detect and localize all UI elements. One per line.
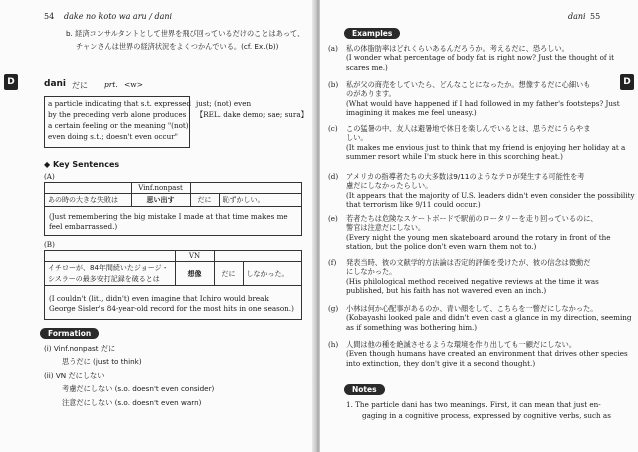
ks-a-translation: (Just remembering the big mistake I made at that time makes me feel embarrassed.): [49, 212, 288, 231]
example-en: (Every night the young men skateboard around the rotary in front of the station, but the police don't even warn them not to.): [346, 232, 611, 252]
note-1-line: gaging in a cognitive process, expressed by cognitive verbs, such as: [362, 411, 611, 420]
key-sentence-a-box: [44, 182, 302, 236]
example-label: (c): [328, 124, 338, 133]
left-page: [0, 0, 316, 452]
example-item: [328, 214, 636, 252]
example-en: (It makes me envious just to think that my friend is enjoying her holiday at a summer resort while I'm stuck here in this scorching heat.): [346, 142, 626, 162]
formation-ii: (ii) VN だにしない: [44, 371, 105, 380]
formation-i: (i) Vinf.nonpast だに: [44, 344, 116, 353]
left-running-title: dake no koto wa aru / dani: [64, 12, 173, 21]
ks-a-cell: 恥ずかしい。: [219, 194, 302, 207]
entry-register: <w>: [124, 80, 143, 89]
entry-pos: prt.: [104, 80, 118, 89]
item-b-line2: チャンさんは世界の経済状況をよくつかんでいる。(cf. Ex.(b)): [76, 42, 279, 51]
ks-b-translation: (I couldn't (lit., didn't) even imagine that Ichiro would break George Sisler's 84-year-old record for the most hits in one season.): [49, 294, 294, 313]
example-jp-cont: のがあります。: [346, 89, 396, 99]
ks-b-header: VN: [175, 251, 214, 262]
example-label: (b): [328, 80, 339, 89]
example-jp-cont: 慮だにしなかったらしい。: [346, 181, 433, 191]
formation-i-example: 思うだに (just to think): [62, 357, 142, 366]
example-label: (a): [328, 44, 338, 53]
example-item: [328, 124, 636, 162]
example-item: [328, 304, 636, 332]
example-label: (d): [328, 172, 339, 181]
example-jp-cont: にしなかった。: [346, 267, 397, 277]
ks-b-cell: 想像: [175, 262, 214, 286]
right-running-title: dani: [568, 12, 586, 21]
example-jp: 私が父の商売をしていたら、どんなことになったか。想像するだに心細いも: [346, 80, 591, 89]
key-sentence-a-table: [44, 182, 302, 207]
notes-heading: Notes: [344, 384, 385, 395]
example-item: [328, 44, 636, 72]
definition-related: 【REL. dake demo; sae; sura】: [196, 110, 308, 119]
example-item: [328, 258, 636, 296]
example-jp: 私の体脂肪率はどれくらいあるんだろうか。考えるだに、恐ろしい。: [346, 44, 569, 53]
example-label: (f): [328, 258, 337, 267]
ks-b-label: (B): [44, 240, 55, 249]
example-jp: 若者たちは危険なスケートボードで駅前のロータリーを走り回っているのに、: [346, 214, 598, 223]
example-en: (His philological method received negative reviews at the time it was published, but his faith has not wavered even an inch.): [346, 276, 599, 296]
definition-line: by the preceding verb alone produces: [48, 110, 187, 119]
ks-a-label: (A): [44, 172, 55, 181]
thumb-tab-d-left: D: [4, 74, 18, 90]
ks-b-cell-line: シスラーの最多安打記録を破るとは: [48, 274, 160, 283]
formation-heading: Formation: [40, 328, 99, 339]
entry-word: dani: [44, 79, 67, 89]
example-en: (Even though humans have created an environment that drives other species into extinction, they don't give it a second thought.): [346, 349, 628, 368]
key-sentences-heading: ◆ Key Sentences: [44, 160, 120, 169]
example-label: (e): [328, 214, 338, 223]
ks-b-cell: だに: [214, 262, 243, 286]
left-page-number: 54: [44, 12, 55, 21]
entry-kana: だに: [72, 81, 88, 90]
formation-ii-example: 注意だにしない (s.o. doesn't even warn): [62, 398, 202, 407]
example-jp-cont: 警官は注意だにしない。: [346, 223, 426, 233]
example-en: (It appears that the majority of U.S. leaders didn't even consider the possibility that terrorism like 9/11 could occur.): [346, 190, 635, 210]
example-item: [328, 340, 636, 368]
formation-ii-example: 考慮だにしない (s.o. doesn't even consider): [62, 384, 215, 393]
definition-line: even doing s.t.; doesn't even occur": [48, 132, 178, 141]
definition-box: [44, 96, 190, 148]
example-jp: この猛暑の中、友人は避暑地で休日を楽しんでいるとは、思うだにうらやま: [346, 124, 591, 133]
definition-line: a particle indicating that s.t. expressed: [48, 99, 192, 108]
key-sentence-b-table: [44, 250, 302, 286]
item-b-line1: b. 経済コンサルタントとして世界を飛び回っているだけのことはあって、: [66, 29, 305, 38]
right-page: [320, 0, 638, 452]
thumb-tab-d-right: D: [620, 74, 634, 90]
example-jp: アメリカの指導者たちの大多数は9/11のようなテロが発生する可能性を考: [346, 172, 585, 181]
example-label: (h): [328, 340, 339, 349]
example-en: (I wonder what percentage of body fat is right now? Just the thought of it scares me.): [346, 53, 615, 72]
ks-a-header: Vinf.nonpast: [131, 183, 190, 194]
example-jp: 小林は何か心配事があるのか、青い顔をして、こちらを一瞥だにしなかった。: [346, 304, 598, 313]
example-jp: 発表当時、彼の文献学的方法論は否定的評価を受けたが、彼の信念は微動だ: [346, 258, 591, 267]
ks-b-cell-subject: [45, 262, 176, 286]
example-en: (What would have happened if I had followed in my father's footsteps? Just imagining it makes me feel uneasy.): [346, 98, 620, 118]
example-item: [328, 80, 636, 118]
example-item: [328, 172, 636, 210]
example-en: (Kobayashi looked pale and didn't even cast a glance in my direction, seeming as if something was bothering him.): [346, 313, 632, 332]
ks-a-cell: だに: [190, 194, 219, 207]
example-label: (g): [328, 304, 339, 313]
example-jp: 人間は他の種を絶滅させるような環境を作り出しても一顧だにしない。: [346, 340, 577, 349]
right-page-number: 55: [590, 12, 601, 21]
definition-gloss: just; (not) even: [196, 99, 252, 108]
note-1-line: 1. The particle dani has two meanings. First, it can mean that just en-: [346, 400, 601, 409]
examples-heading: Examples: [344, 28, 400, 39]
ks-b-cell: しなかった。: [243, 262, 302, 286]
example-jp-cont: しい。: [346, 133, 368, 143]
definition-line: a certain feeling or the meaning "(not): [48, 121, 189, 130]
key-sentence-b-box: [44, 250, 302, 320]
ks-b-cell-line: イチローが、84年間続いたジョージ・: [48, 264, 169, 272]
ks-a-cell: 思い出す: [131, 194, 190, 207]
ks-a-cell: あの時の大きな失敗は: [45, 194, 132, 207]
